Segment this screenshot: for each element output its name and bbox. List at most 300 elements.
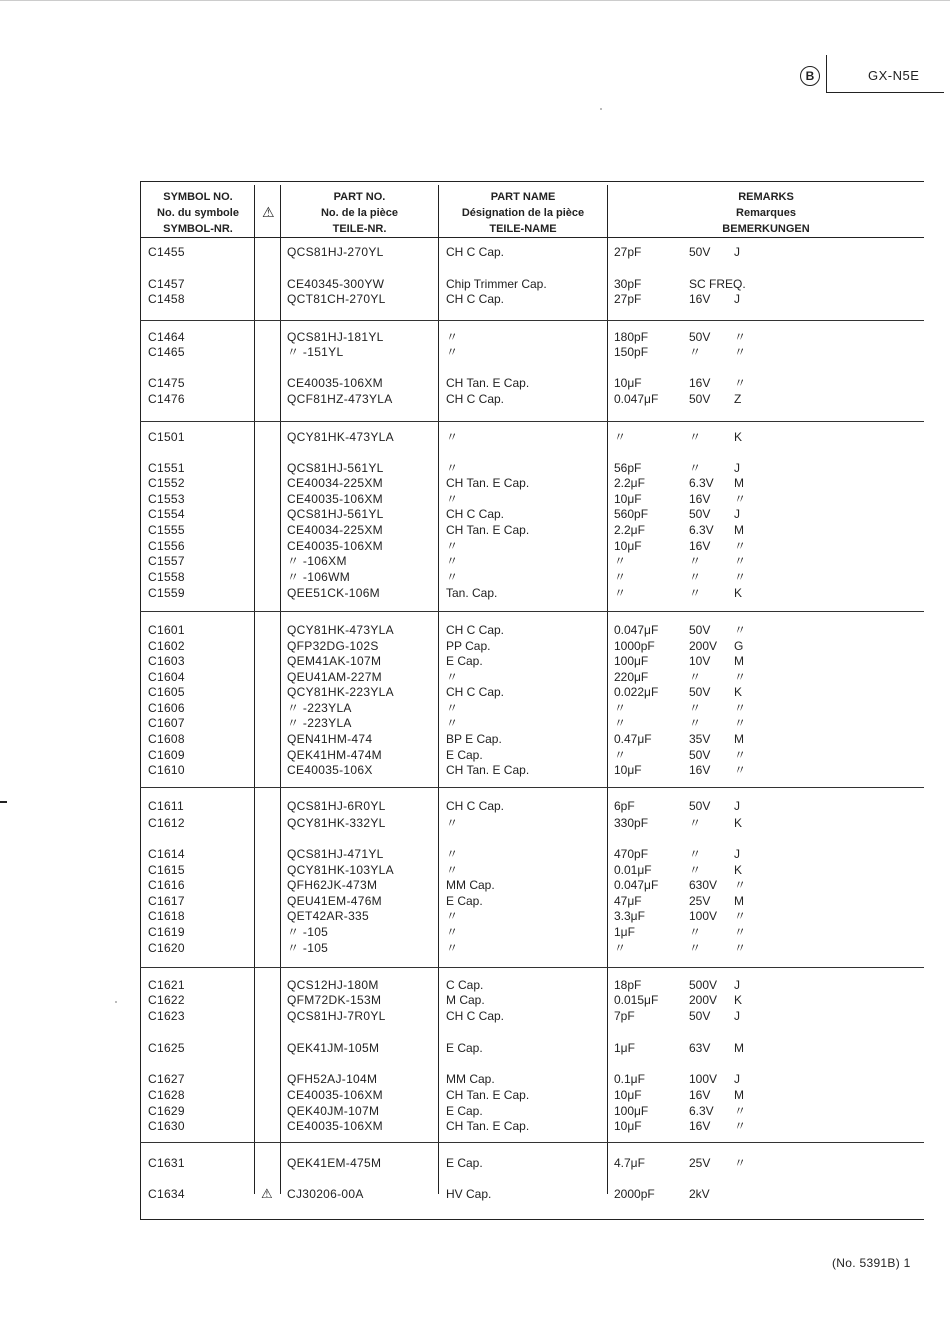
table-row [140, 1071, 924, 1087]
tolerance-cell: J [734, 245, 740, 259]
voltage-cell: 〃 [689, 570, 702, 584]
part-number-cell: 〃 -106XM [287, 554, 347, 568]
value-cell: 4.7μF [614, 1156, 645, 1170]
symbol-cell: C1464 [148, 330, 185, 344]
symbol-cell: C1551 [148, 461, 185, 475]
symbol-cell: C1603 [148, 654, 185, 668]
value-cell: 220μF [614, 670, 649, 684]
part-name-cell: 〃 [446, 909, 459, 923]
tolerance-cell: 〃 [734, 670, 747, 684]
tolerance-cell: J [734, 978, 740, 992]
part-name-cell: E Cap. [446, 654, 483, 668]
part-name-cell: Chip Trimmer Cap. [446, 277, 547, 291]
symbol-cell: C1617 [148, 894, 185, 908]
table-row [140, 877, 924, 893]
header-part-no [281, 189, 438, 237]
header-remarks-fr: Remarques [736, 207, 796, 219]
part-number-cell: QCS81HJ-7R0YL [287, 1009, 386, 1023]
part-name-cell: E Cap. [446, 1156, 483, 1170]
scan-speck [600, 108, 602, 110]
part-name-cell: CH C Cap. [446, 799, 505, 813]
part-name-cell: CH Tan. E Cap. [446, 1119, 530, 1133]
part-number-cell: CE40035-106XM [287, 1088, 383, 1102]
symbol-cell: C1615 [148, 863, 185, 877]
table-row [140, 1103, 924, 1119]
part-number-cell: QFH52AJ-104M [287, 1072, 378, 1086]
table-row [140, 715, 924, 731]
tolerance-cell: K [734, 863, 743, 877]
part-number-cell: QCY81HK-473YLA [287, 430, 394, 444]
voltage-cell: 〃 [689, 925, 702, 939]
tolerance-cell: 〃 [734, 570, 747, 584]
table-row [140, 506, 924, 522]
tolerance-cell: J [734, 461, 740, 475]
part-number-cell: QEM41AK-107M [287, 654, 382, 668]
group-divider [140, 787, 924, 788]
voltage-cell: 16V [689, 1088, 711, 1102]
symbol-cell: C1618 [148, 909, 185, 923]
value-cell: 〃 [614, 430, 627, 444]
tolerance-cell: M [734, 732, 744, 746]
voltage-cell: 16V [689, 376, 711, 390]
symbol-cell: C1630 [148, 1119, 185, 1133]
symbol-cell: C1610 [148, 763, 185, 777]
value-cell: 0.1μF [614, 1072, 645, 1086]
table-row [140, 992, 924, 1008]
voltage-cell: 100V [689, 1072, 718, 1086]
table-row [140, 1118, 924, 1134]
tolerance-cell: J [734, 1072, 740, 1086]
tolerance-cell: 〃 [734, 716, 747, 730]
part-name-cell: CH C Cap. [446, 507, 505, 521]
symbol-cell: C1455 [148, 245, 185, 259]
tolerance-cell: J [734, 292, 740, 306]
table-row [140, 291, 924, 307]
margin-mark [0, 801, 7, 803]
part-number-cell: CE40034-225XM [287, 476, 383, 490]
part-number-cell: 〃 -223YLA [287, 701, 352, 715]
table-row [140, 585, 924, 601]
part-name-cell: 〃 [446, 345, 459, 359]
part-number-cell: 〃 -106WM [287, 570, 351, 584]
part-name-cell: BP E Cap. [446, 732, 502, 746]
voltage-cell: 〃 [689, 847, 702, 861]
part-name-cell: CH Tan. E Cap. [446, 376, 530, 390]
voltage-cell: SC FREQ. [689, 277, 746, 291]
voltage-cell: 〃 [689, 345, 702, 359]
value-cell: 180pF [614, 330, 649, 344]
group-divider [140, 611, 924, 612]
tolerance-cell: J [734, 507, 740, 521]
symbol-cell: C1620 [148, 941, 185, 955]
tolerance-cell: M [734, 654, 744, 668]
page-number: (No. 5391B) 1 [832, 1256, 911, 1270]
part-name-cell: C Cap. [446, 978, 484, 992]
value-cell: 100μF [614, 654, 649, 668]
value-cell: 2.2μF [614, 523, 645, 537]
part-number-cell: QEK41EM-475M [287, 1156, 382, 1170]
header-remarks-de: BEMERKUNGEN [722, 223, 810, 235]
voltage-cell: 25V [689, 894, 711, 908]
header-rule [140, 237, 924, 238]
value-cell: 10μF [614, 1088, 642, 1102]
part-name-cell: E Cap. [446, 748, 483, 762]
symbol-cell: C1628 [148, 1088, 185, 1102]
table-row [140, 862, 924, 878]
voltage-cell: 50V [689, 748, 711, 762]
voltage-cell: 16V [689, 1119, 711, 1133]
tolerance-cell: K [734, 993, 743, 1007]
tolerance-cell: M [734, 476, 744, 490]
part-name-cell: E Cap. [446, 894, 483, 908]
table-row [140, 569, 924, 585]
value-cell: 3.3μF [614, 909, 645, 923]
part-number-cell: QEE51CK-106M [287, 586, 380, 600]
voltage-cell: 100V [689, 909, 718, 923]
value-cell: 〃 [614, 554, 627, 568]
symbol-cell: C1611 [148, 799, 184, 813]
part-number-cell: QCS81HJ-270YL [287, 245, 384, 259]
table-row [140, 375, 924, 391]
table-row [140, 538, 924, 554]
part-name-cell: 〃 [446, 941, 459, 955]
part-number-cell: QCS81HJ-561YL [287, 507, 384, 521]
value-cell: 〃 [614, 701, 627, 715]
symbol-cell: C1622 [148, 993, 185, 1007]
symbol-cell: C1616 [148, 878, 185, 892]
value-cell: 10μF [614, 1119, 642, 1133]
header-divider-horizontal [826, 92, 944, 93]
part-number-cell: CE40035-106XM [287, 492, 383, 506]
symbol-cell: C1634 [148, 1187, 185, 1201]
voltage-cell: 〃 [689, 430, 702, 444]
voltage-cell: 50V [689, 799, 711, 813]
voltage-cell: 50V [689, 392, 711, 406]
tolerance-cell: 〃 [734, 554, 747, 568]
model-number: GX-N5E [868, 68, 920, 83]
voltage-cell: 6.3V [689, 1104, 714, 1118]
header-name-de: TEILE-NAME [489, 223, 557, 235]
tolerance-cell: 〃 [734, 539, 747, 553]
value-cell: 47μF [614, 894, 642, 908]
symbol-cell: C1465 [148, 345, 185, 359]
symbol-cell: C1552 [148, 476, 185, 490]
value-cell: 7pF [614, 1009, 635, 1023]
symbol-cell: C1627 [148, 1072, 185, 1086]
value-cell: 0.01μF [614, 863, 652, 877]
group-divider [140, 320, 924, 321]
symbol-cell: C1458 [148, 292, 185, 306]
value-cell: 27pF [614, 292, 642, 306]
part-number-cell: QCT81CH-270YL [287, 292, 386, 306]
symbol-cell: C1476 [148, 392, 185, 406]
tolerance-cell: 〃 [734, 492, 747, 506]
tolerance-cell: J [734, 1009, 740, 1023]
header-part-fr: No. de la pièce [320, 207, 399, 219]
part-name-cell: 〃 [446, 816, 459, 830]
tolerance-cell: 〃 [734, 345, 747, 359]
part-name-cell: CH C Cap. [446, 623, 505, 637]
symbol-cell: C1558 [148, 570, 185, 584]
part-name-cell: 〃 [446, 330, 459, 344]
part-name-cell: 〃 [446, 430, 459, 444]
value-cell: 330pF [614, 816, 649, 830]
voltage-cell: 50V [689, 330, 711, 344]
table-row [140, 460, 924, 476]
value-cell: 1000pF [614, 639, 655, 653]
part-number-cell: CE40035-106XM [287, 1119, 383, 1133]
part-number-cell: QFP32DG-102S [287, 639, 379, 653]
value-cell: 〃 [614, 716, 627, 730]
table-row [140, 391, 924, 407]
part-name-cell: 〃 [446, 863, 459, 877]
part-number-cell: QCS81HJ-561YL [287, 461, 384, 475]
voltage-cell: 50V [689, 1009, 711, 1023]
table-bottom-border [140, 1219, 924, 1220]
voltage-cell: 〃 [689, 461, 702, 475]
header-part-name [439, 189, 607, 237]
tolerance-cell: G [734, 639, 744, 653]
voltage-cell: 10V [689, 654, 711, 668]
part-name-cell: 〃 [446, 539, 459, 553]
tolerance-cell: 〃 [734, 1104, 747, 1118]
value-cell: 1μF [614, 925, 635, 939]
voltage-cell: 〃 [689, 941, 702, 955]
symbol-cell: C1557 [148, 554, 185, 568]
header-part-en: PART NO. [333, 191, 386, 203]
part-name-cell: Tan. Cap. [446, 586, 498, 600]
group-divider [140, 421, 924, 422]
table-row [140, 700, 924, 716]
header-symbol-fr: No. du symbole [157, 207, 239, 219]
value-cell: 10μF [614, 376, 642, 390]
part-name-cell: CH C Cap. [446, 685, 505, 699]
tolerance-cell: 〃 [734, 925, 747, 939]
value-cell: 1μF [614, 1041, 635, 1055]
voltage-cell: 500V [689, 978, 718, 992]
group-divider [140, 967, 924, 968]
value-cell: 27pF [614, 245, 642, 259]
voltage-cell: 200V [689, 993, 718, 1007]
symbol-cell: C1501 [148, 430, 185, 444]
table-row [140, 1008, 924, 1024]
table-row [140, 491, 924, 507]
table-row [140, 553, 924, 569]
table-row [140, 669, 924, 685]
voltage-cell: 35V [689, 732, 711, 746]
symbol-cell: C1554 [148, 507, 185, 521]
value-cell: 0.047μF [614, 878, 659, 892]
header-remarks-en: REMARKS [738, 191, 794, 203]
part-name-cell: E Cap. [446, 1041, 483, 1055]
symbol-cell: C1605 [148, 685, 185, 699]
voltage-cell: 16V [689, 539, 711, 553]
symbol-cell: C1619 [148, 925, 185, 939]
value-cell: 2.2μF [614, 476, 645, 490]
tolerance-cell: M [734, 1041, 744, 1055]
tolerance-cell: 〃 [734, 941, 747, 955]
part-number-cell: QCY81HK-103YLA [287, 863, 394, 877]
symbol-cell: C1631 [148, 1156, 185, 1170]
voltage-cell: 50V [689, 685, 711, 699]
column-divider [607, 237, 608, 1194]
symbol-cell: C1602 [148, 639, 185, 653]
part-number-cell: CJ30206-00A [287, 1187, 364, 1201]
column-divider [280, 237, 281, 1194]
header-name-en: PART NAME [490, 191, 556, 203]
part-number-cell: 〃 -223YLA [287, 716, 352, 730]
warning-triangle-icon: ⚠ [262, 204, 275, 220]
part-number-cell: QFH62JK-473M [287, 878, 378, 892]
table-row [140, 638, 924, 654]
symbol-cell: C1629 [148, 1104, 185, 1118]
tolerance-cell: 〃 [734, 878, 747, 892]
table-row [140, 893, 924, 909]
part-name-cell: CH C Cap. [446, 1009, 505, 1023]
tolerance-cell: K [734, 430, 743, 444]
table-row [140, 731, 924, 747]
table-row [140, 622, 924, 638]
tolerance-cell: 〃 [734, 376, 747, 390]
symbol-cell: C1559 [148, 586, 185, 600]
symbol-cell: C1475 [148, 376, 185, 390]
table-row [140, 329, 924, 345]
part-number-cell: QCY81HK-473YLA [287, 623, 394, 637]
symbol-cell: C1606 [148, 701, 185, 715]
symbol-cell: C1604 [148, 670, 185, 684]
tolerance-cell: 〃 [734, 763, 747, 777]
header-symbol-en: SYMBOL NO. [163, 191, 233, 203]
part-name-cell: 〃 [446, 461, 459, 475]
column-divider [254, 237, 255, 1194]
part-number-cell: QCY81HK-332YL [287, 816, 386, 830]
voltage-cell: 〃 [689, 716, 702, 730]
value-cell: 150pF [614, 345, 649, 359]
part-name-cell: MM Cap. [446, 1072, 495, 1086]
voltage-cell: 〃 [689, 816, 702, 830]
value-cell: 〃 [614, 941, 627, 955]
table-row [140, 522, 924, 538]
column-divider [254, 185, 255, 237]
tolerance-cell: 〃 [734, 909, 747, 923]
value-cell: 10μF [614, 539, 642, 553]
voltage-cell: 16V [689, 492, 711, 506]
part-name-cell: 〃 [446, 716, 459, 730]
table-row [140, 747, 924, 763]
part-number-cell: QEU41EM-476M [287, 894, 382, 908]
voltage-cell: 50V [689, 245, 711, 259]
part-name-cell: 〃 [446, 570, 459, 584]
part-name-cell: 〃 [446, 492, 459, 506]
voltage-cell: 50V [689, 507, 711, 521]
symbol-cell: C1607 [148, 716, 185, 730]
group-divider [140, 1142, 924, 1143]
value-cell: 470pF [614, 847, 649, 861]
part-number-cell: QCS12HJ-180M [287, 978, 379, 992]
symbol-cell: C1601 [148, 623, 185, 637]
part-number-cell: QCF81HZ-473YLA [287, 392, 393, 406]
part-number-cell: QCS81HJ-181YL [287, 330, 384, 344]
table-row [140, 798, 924, 814]
table-row [140, 244, 924, 260]
symbol-cell: C1621 [148, 978, 185, 992]
part-number-cell: CE40035-106XM [287, 376, 383, 390]
header-symbol-de: SYMBOL-NR. [163, 223, 233, 235]
header-remarks [608, 189, 924, 237]
section-b-mark: B [800, 66, 820, 86]
table-row [140, 475, 924, 491]
tolerance-cell: Z [734, 392, 742, 406]
part-number-cell: QCS81HJ-471YL [287, 847, 384, 861]
part-name-cell: CH C Cap. [446, 245, 505, 259]
column-divider [438, 237, 439, 1194]
value-cell: 6pF [614, 799, 635, 813]
part-number-cell: QEU41AM-227M [287, 670, 382, 684]
part-number-cell: QEN41HM-474 [287, 732, 373, 746]
table-row [140, 684, 924, 700]
symbol-cell: C1609 [148, 748, 185, 762]
part-name-cell: 〃 [446, 670, 459, 684]
voltage-cell: 50V [689, 623, 711, 637]
symbol-cell: C1555 [148, 523, 185, 537]
tolerance-cell: K [734, 816, 743, 830]
value-cell: 56pF [614, 461, 642, 475]
voltage-cell: 6.3V [689, 523, 714, 537]
part-name-cell: M Cap. [446, 993, 485, 1007]
tolerance-cell: 〃 [734, 1119, 747, 1133]
part-name-cell: PP Cap. [446, 639, 491, 653]
part-number-cell: QFM72DK-153M [287, 993, 382, 1007]
table-row [140, 653, 924, 669]
header-name-fr: Désignation de la pièce [461, 207, 585, 219]
part-name-cell: CH C Cap. [446, 292, 505, 306]
value-cell: 30pF [614, 277, 642, 291]
part-name-cell: E Cap. [446, 1104, 483, 1118]
safety-warning-icon: ⚠ [261, 1186, 273, 1201]
table-row [140, 924, 924, 940]
tolerance-cell: 〃 [734, 701, 747, 715]
symbol-cell: C1625 [148, 1041, 185, 1055]
part-number-cell: 〃 -151YL [287, 345, 344, 359]
tolerance-cell: J [734, 847, 740, 861]
symbol-cell: C1457 [148, 277, 185, 291]
table-row [140, 815, 924, 831]
tolerance-cell: M [734, 523, 744, 537]
tolerance-cell: K [734, 685, 743, 699]
table-row [140, 344, 924, 360]
voltage-cell: 630V [689, 878, 718, 892]
header-divider-vertical [826, 55, 827, 93]
tolerance-cell: 〃 [734, 623, 747, 637]
table-row [140, 846, 924, 862]
voltage-cell: 〃 [689, 863, 702, 877]
voltage-cell: 200V [689, 639, 718, 653]
symbol-cell: C1556 [148, 539, 185, 553]
table-row [140, 429, 924, 445]
tolerance-cell: J [734, 799, 740, 813]
value-cell: 〃 [614, 586, 627, 600]
table-row [140, 1186, 924, 1202]
value-cell: 0.022μF [614, 685, 659, 699]
value-cell: 0.047μF [614, 623, 659, 637]
table-row [140, 908, 924, 924]
value-cell: 〃 [614, 570, 627, 584]
part-number-cell: QCS81HJ-6R0YL [287, 799, 386, 813]
part-number-cell: QCY81HK-223YLA [287, 685, 394, 699]
part-name-cell: 〃 [446, 847, 459, 861]
table-top-border [140, 181, 924, 182]
part-name-cell: 〃 [446, 925, 459, 939]
